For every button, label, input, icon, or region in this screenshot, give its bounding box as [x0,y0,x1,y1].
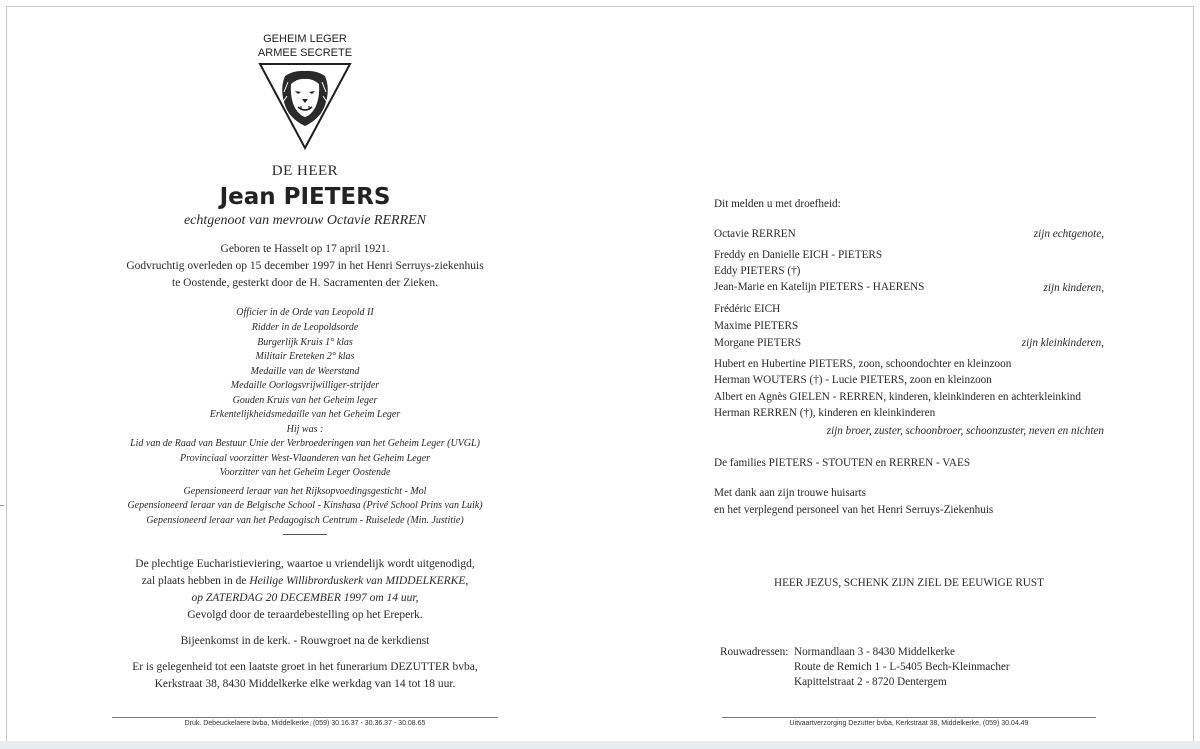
lion-emblem-icon [258,62,352,150]
fold-mark [0,505,4,506]
funerarium-line: Er is gelegenheid tot een laatste groet in het funerarium DEZUTTER bvba, [132,661,478,673]
honor-line: Militair Ereteken 2° klas [255,351,355,362]
funeral-home-credit: Uitvaartverzorging Dezutter bvba, Kerkstraat 38, Middelkerke, (059) 30.04.49 [789,720,1029,727]
role-line: Voorzitter van het Geheim Leger Oostende [219,467,391,478]
prayer-line: HEER JEZUS, SCHENK ZIJN ZIEL DE EEUWIGE RUST [774,577,1044,589]
deceased-name: Jean PIETERS [219,184,391,210]
gathering-line: Bijeenkomst in de kerk. - Rouwgroet na de kerkdienst [180,635,430,647]
grandchildren-relation: zijn kleinkinderen, [1021,337,1104,349]
scan-edge [0,741,1200,749]
logo-line-1: GEHEIM LEGER [263,33,347,45]
separator [283,534,327,535]
honor-line: Medaille van de Weerstand [250,366,360,377]
bio-line: Godvruchtig overleden op 15 december 1997 in het Henri Serruys-ziekenhuis [126,260,484,272]
child-name: Eddy PIETERS (†) [714,265,801,277]
spouse-name: Octavie RERREN [714,228,796,240]
siblings-relation: zijn broer, zuster, schoonbroer, schoonzuster, neven en nichten [826,425,1104,437]
career-line: Gepensioneerd leraar van het Rijksopvoedingsgesticht - Mol [183,486,427,497]
honor-line: Ridder in de Leopoldsorde [251,322,359,333]
honor-line: Erkentelijkheidsmedaille van het Geheim Leger [209,409,401,420]
thanks-line: en het verplegend personeel van het Henri Serruys-Ziekenhuis [714,504,994,516]
logo-line-2: ARMEE SECRETE [257,47,353,59]
grandchild-name: Maxime PIETERS [714,320,799,332]
title-prefix: DE HEER [271,163,339,179]
sibling-line: Hubert en Hubertine PIETERS, zoon, schoondochter en kleinzoon [714,358,1012,370]
sibling-line: Herman RERREN (†), kinderen en kleinkinderen [714,407,936,419]
children-relation: zijn kinderen, [1043,282,1104,294]
role-line: Provinciaal voorzitter West-Vlaanderen van het Geheim Leger [180,453,430,464]
address-line: Kapittelstraat 2 - 8720 Dentergem [794,676,947,688]
sibling-line: Albert en Agnès GIELEN - RERREN, kinderen, kleinkinderen en achterkleinkind [714,391,1081,403]
bio-line: te Oostende, gesterkt door de H. Sacramenten der Zieken. [172,277,438,289]
footer-rule-right [722,717,1096,718]
ceremony-line: zal plaats hebben in de Heilige Willibrorduskerk van MIDDELKERKE, [141,575,469,587]
honor-line: Officier in de Orde van Leopold II [236,307,374,318]
spouse-line: echtgenoot van mevrouw Octavie RERREN [183,213,427,228]
spouse-relation: zijn echtgenote, [1033,228,1104,240]
announce-line: Dit melden u met droefheid: [714,198,841,210]
addresses-label: Rouwadressen: [720,646,789,658]
roles-heading: Hij was : [286,424,324,435]
printer-credit: Druk. Debeuckelaere bvba, Middelkerke, (059) 30.16.37 - 30.36.37 - 30.08.65 [184,720,426,727]
grandchild-name: Frédéric EICH [714,303,781,315]
honor-line: Gouden Kruis van het Geheim leger [232,395,378,406]
families-line: De families PIETERS - STOUTEN en RERREN - VAES [714,457,971,469]
address-line: Route de Remich 1 - L-5405 Bech-Kleinmacher [794,661,1010,673]
honor-line: Burgerlijk Kruis 1° klas [257,337,353,348]
career-line: Gepensioneerd leraar van het Pedagogisch Centrum - Ruiselede (Min. Justitie) [146,515,464,526]
child-name: Jean-Marie en Katelijn PIETERS - HAERENS [714,281,925,293]
career-line: Gepensioneerd leraar van de Belgische School - Kinshasa (Privé School Prins van Luik) [127,500,483,511]
child-name: Freddy en Danielle EICH - PIETERS [714,249,883,261]
ceremony-line: op ZATERDAG 20 DECEMBER 1997 om 14 uur, [191,592,419,604]
bio-line: Geboren te Hasselt op 17 april 1921. [220,243,390,255]
funerarium-line: Kerkstraat 38, 8430 Middelkerke elke werkdag van 14 tot 18 uur. [154,678,456,690]
grandchild-name: Morgane PIETERS [714,337,802,349]
sibling-line: Herman WOUTERS (†) - Lucie PIETERS, zoon en kleinzoon [714,374,992,386]
ceremony-line: Gevolgd door de teraardebestelling op het Ereperk. [187,609,423,621]
role-line: Lid van de Raad van Bestuur Unie der Verbroederingen van het Geheim Leger (UVGL) [130,438,480,449]
ceremony-line: De plechtige Eucharistieviering, waartoe u vriendelijk wordt uitgenodigd, [135,558,475,570]
address-line: Normandlaan 3 - 8430 Middelkerke [794,646,955,658]
honor-line: Medaille Oorlogsvrijwilliger-strijder [230,380,380,391]
thanks-line: Met dank aan zijn trouwe huisarts [714,487,866,499]
footer-rule-left [112,717,498,718]
